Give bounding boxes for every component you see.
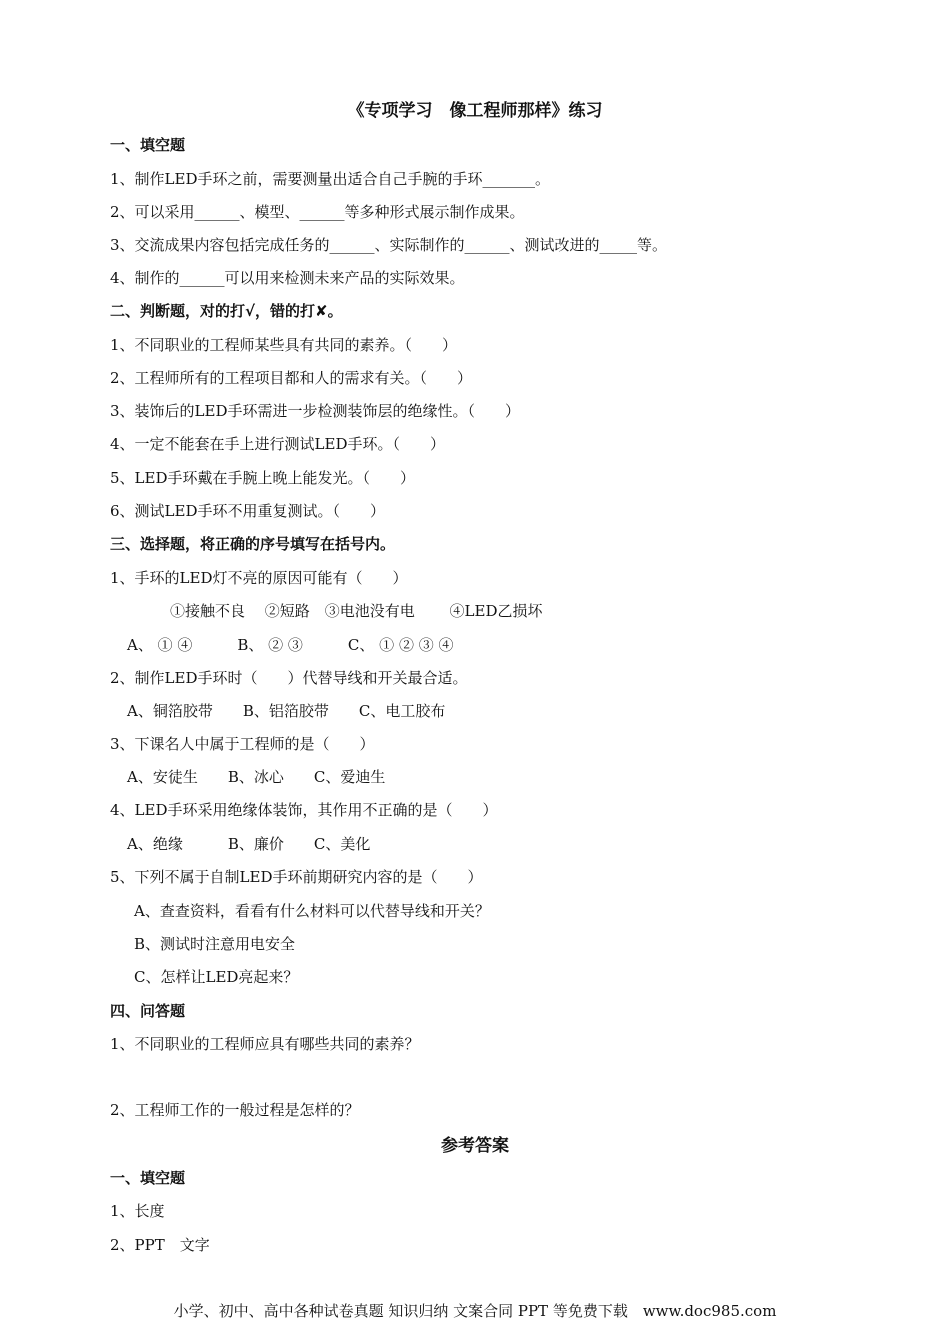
- question-text: 4、LED手环采用绝缘体装饰，其作用不正确的是（ ）: [110, 801, 498, 819]
- section-heading-multiple-choice: 三、选择题，将正确的序号填写在括号内。: [110, 535, 396, 553]
- answer-text: 2、PPT 文字: [110, 1236, 210, 1254]
- question-text: 2、工程师所有的工程项目都和人的需求有关。（ ）: [110, 369, 473, 387]
- question-text: 3、交流成果内容包括完成任务的______、实际制作的______、测试改进的_____等。: [110, 236, 668, 254]
- answer-text: 1、长度: [110, 1202, 165, 1220]
- section-heading-true-false: 二、判断题，对的打√，错的打✘。: [110, 302, 343, 320]
- page-title: 《专项学习 像工程师那样》练习: [347, 101, 603, 121]
- question-text: 3、装饰后的LED手环需进一步检测装饰层的绝缘性。（ ）: [110, 402, 520, 420]
- question-items: ①接触不良 ②短路 ③电池没有电 ④LED乙损坏: [170, 602, 543, 620]
- answer-option-c: C、怎样让LED亮起来？: [134, 968, 299, 986]
- question-text: 5、LED手环戴在手腕上晚上能发光。（ ）: [110, 469, 415, 487]
- answer-options: A、绝缘 B、廉价 C、美化: [127, 835, 371, 853]
- question-text: 5、下列不属于自制LED手环前期研究内容的是（ ）: [110, 868, 483, 886]
- question-text: 1、手环的LED灯不亮的原因可能有（ ）: [110, 569, 408, 587]
- section-heading-short-answer: 四、问答题: [110, 1002, 186, 1020]
- answers-section-heading: 一、填空题: [110, 1169, 186, 1187]
- question-text: 2、可以采用______、模型、______等多种形式展示制作成果。: [110, 203, 525, 221]
- answers-title: 参考答案: [441, 1136, 509, 1156]
- question-text: 2、制作LED手环时（ ）代替导线和开关最合适。: [110, 669, 468, 687]
- question-text: 1、不同职业的工程师应具有哪些共同的素养？: [110, 1035, 420, 1053]
- answer-options: A、铜箔胶带 B、铝箔胶带 C、电工胶布: [127, 702, 446, 720]
- answer-option-a: A、查查资料，看看有什么材料可以代替导线和开关？: [134, 902, 490, 920]
- footer-text: 小学、初中、高中各种试卷真题 知识归纳 文案合同 PPT 等免费下载 www.doc985.com: [173, 1302, 777, 1320]
- question-text: 1、制作LED手环之前，需要测量出适合自己手腕的手环_______。: [110, 170, 550, 188]
- question-text: 1、不同职业的工程师某些具有共同的素养。（ ）: [110, 336, 458, 354]
- question-text: 6、测试LED手环不用重复测试。（ ）: [110, 502, 385, 520]
- section-heading-fill-in: 一、填空题: [110, 136, 186, 154]
- question-text: 4、制作的______可以用来检测未来产品的实际效果。: [110, 269, 465, 287]
- answer-options: A、 ① ④ B、 ② ③ C、 ① ② ③ ④: [127, 636, 454, 654]
- question-text: 3、下课名人中属于工程师的是（ ）: [110, 735, 375, 753]
- question-text: 4、一定不能套在手上进行测试LED手环。（ ）: [110, 435, 445, 453]
- question-text: 2、工程师工作的一般过程是怎样的？: [110, 1101, 360, 1119]
- answer-option-b: B、测试时注意用电安全: [134, 935, 296, 953]
- answer-options: A、安徒生 B、冰心 C、爱迪生: [127, 768, 386, 786]
